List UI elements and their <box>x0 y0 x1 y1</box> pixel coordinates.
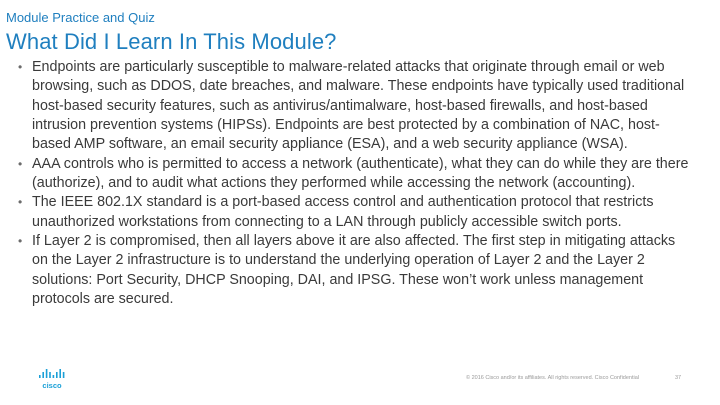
page-number: 37 <box>675 375 682 381</box>
section-title: Module Practice and Quiz <box>6 10 155 25</box>
bullet-item-layer2: • If Layer 2 is compromised, then all layers above it are also affected. The first step in mitigating attacks on the Layer 2 infrastructure is to understand the underlying operation of Layer 2 and the Layer 2 solutions: Port Security, DHCP Snooping, DAI, and IPSG. These won’t work unless management protocols are secured. <box>18 232 694 309</box>
copyright-text: © 2016 Cisco and/or its affiliates. All rights reserved. Cisco Confidential <box>466 375 640 381</box>
bullet-item-endpoints: • Endpoints are particularly susceptible to malware-related attacks that originate through email or web browsing, such as DDOS, date breaches, and malware. These endpoints have typically used traditional host-based security features, such as antivirus/antimalware, host-based firewalls, and host-based intrusion prevention systems (HIPSs). Endpoints are best protected by a combination of NAC, host-based AMP software, an email security appliance (ESA), and a web security appliance (WSA). <box>18 58 694 155</box>
bullet-item-aaa: • AAA controls who is permitted to access a network (authenticate), what they can do while they are there (authorize), and to audit what actions they performed while accessing the network (accounting). <box>18 155 694 194</box>
page-title: What Did I Learn In This Module? <box>6 29 337 54</box>
cisco-logo-text: cisco <box>42 381 62 390</box>
bullet-list <box>18 58 694 309</box>
cisco-logo-icon <box>38 369 66 391</box>
bullet-item-8021x: • The IEEE 802.1X standard is a port-based access control and authentication protocol that restricts unauthorized workstations from connecting to a LAN through publicly accessible switch ports. <box>18 193 694 232</box>
